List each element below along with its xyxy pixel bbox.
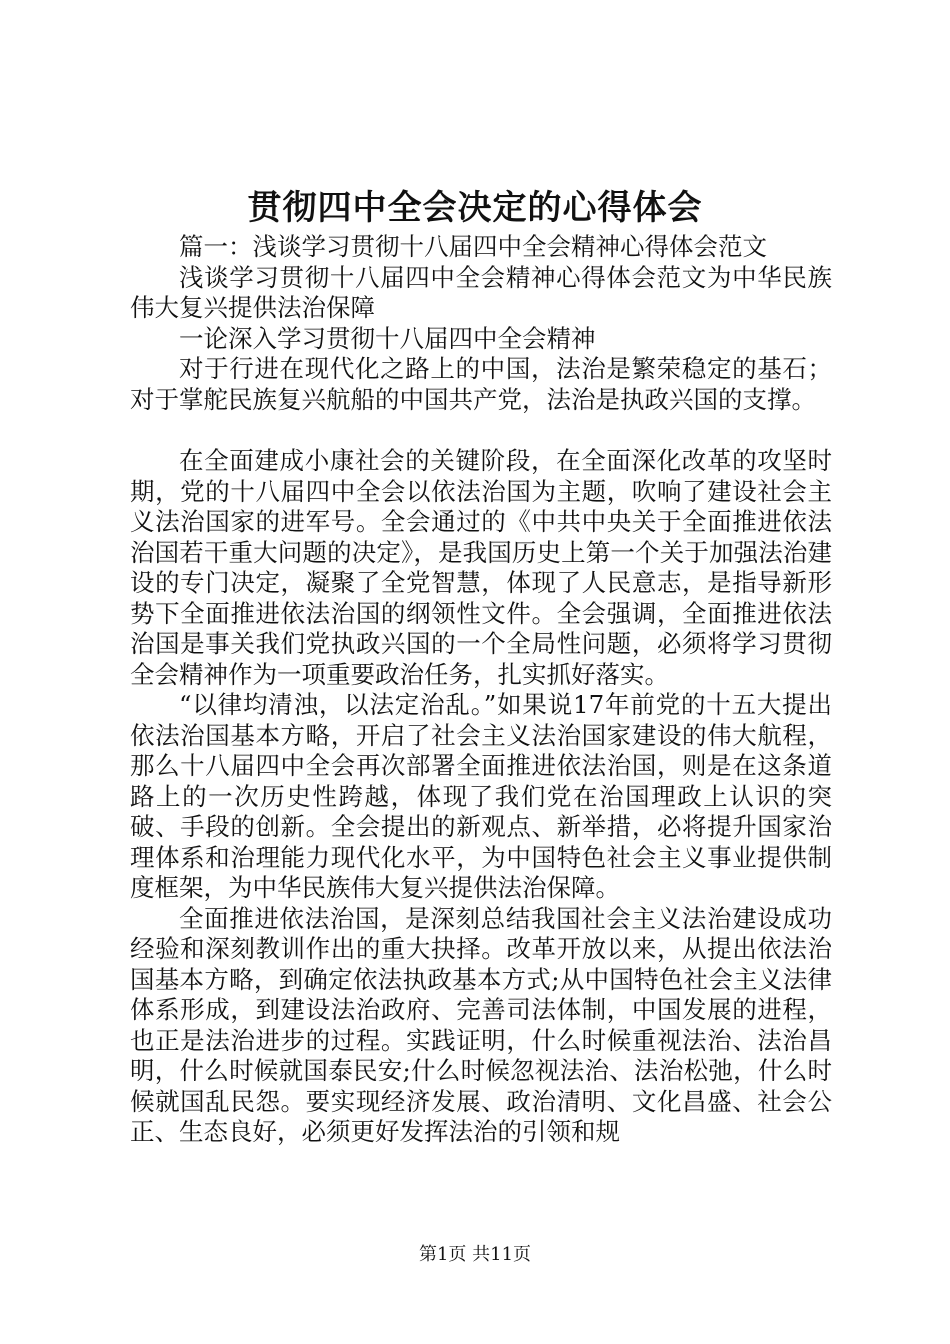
paragraph: 一论深入学习贯彻十八届四中全会精神	[179, 323, 596, 353]
paragraph: 篇一：浅谈学习贯彻十八届四中全会精神心得体会范文	[179, 232, 767, 261]
document-body	[130, 232, 832, 1148]
document-title: 贯彻四中全会决定的心得体会	[247, 188, 703, 228]
paragraph: 全面推进依法治国，是深刻总结我国社会主义法治建设成功经验和深刻教训作出的重大抉择。改革开放以来，从提出依法治国基本方略，到确定依法执政基本方式;从中国特色社会主义法律体系形成，到建设法治政府、完善司法体制，中国发展的进程，也正是法治进步的过程。实践证明，什么时候重视法治、法治昌明，什么时候就国泰民安;什么时候忽视法治、法治松弛，什么时候就国乱民怨。要实现经济发展、政治清明、文化昌盛、社会公正、生态良好，必须更好发挥法治的引领和规	[130, 903, 832, 1146]
paragraph: “以律均清浊，以法定治乱。”如果说17年前党的十五大提出依法治国基本方略，开启了社会主义法治国家建设的伟大航程，那么十八届四中全会再次部署全面推进依法治国，则是在这条道路上的一次历史性跨越，体现了我们党在治国理政上认识的突破、手段的创新。全会提出的新观点、新举措，必将提升国家治理体系和治理能力现代化水平，为中国特色社会主义事业提供制度框架，为中华民族伟大复兴提供法治保障。	[130, 690, 832, 902]
paragraph: 在全面建成小康社会的关键阶段，在全面深化改革的攻坚时期，党的十八届四中全会以依法治国为主题，吹响了建设社会主义法治国家的进军号。全会通过的《中共中央关于全面推进依法治国若干重大问题的决定》，是我国历史上第一个关于加强法治建设的专门决定，凝聚了全党智慧，体现了人民意志，是指导新形势下全面推进依法治国的纲领性文件。全会强调，全面推进依法治国是事关我们党执政兴国的一个全局性问题，必须将学习贯彻全会精神作为一项重要政治任务，扎实抓好落实。	[130, 446, 832, 689]
paragraph: 浅谈学习贯彻十八届四中全会精神心得体会范文为中华民族伟大复兴提供法治保障	[130, 262, 832, 322]
paragraph: 对于行进在现代化之路上的中国，法治是繁荣稳定的基石；对于掌舵民族复兴航船的中国共产党，法治是执政兴国的支撑。	[130, 354, 832, 414]
page-footer: 第1页 共11页	[418, 1244, 532, 1265]
